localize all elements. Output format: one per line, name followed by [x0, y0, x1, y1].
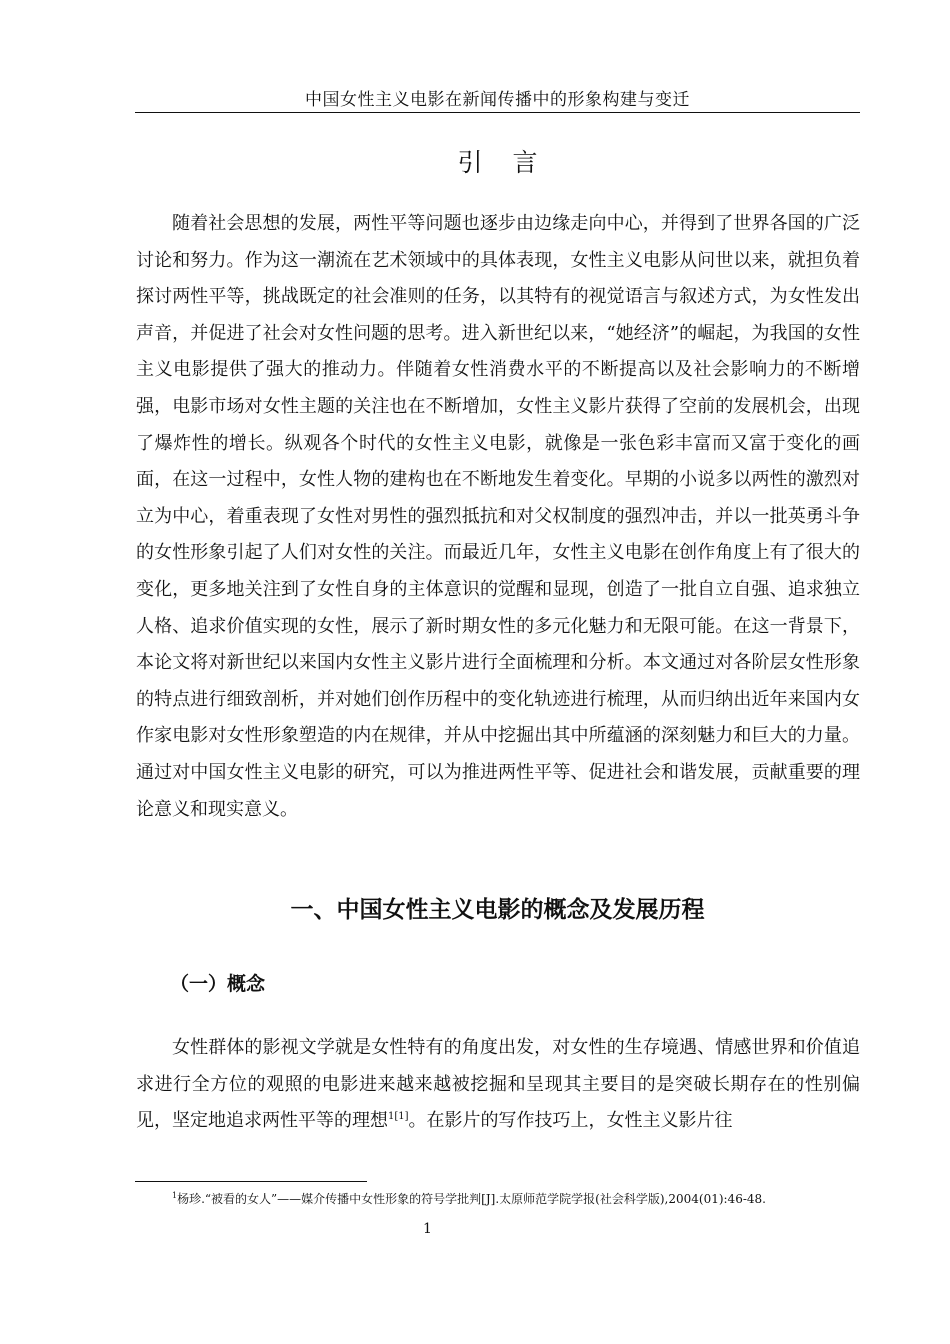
- footnote-rule: [135, 1181, 367, 1182]
- concept-paragraph: [136, 1030, 860, 1140]
- footnote-text: 杨珍.“被看的女人”——媒介传播中女性形象的符号学批判[J].太原师范学院学报(社会科学版),2004(01):46-48.: [177, 1192, 766, 1206]
- section-heading: 一、中国女性主义电影的概念及发展历程: [290, 897, 705, 923]
- concept-text-before-citation: 女性群体的影视文学就是女性特有的角度出发，对女性的生存境遇、情感世界和价值追求进行全方位的观照的电影进来越来越被挖掘和呈现其主要目的是突破长期存在的性别偏见，坚定地追求两性平等的理想: [136, 1037, 860, 1132]
- running-header: 中国女性主义电影在新闻传播中的形象构建与变迁: [305, 90, 690, 110]
- concept-text-after-citation: 。在影片的写作技巧上，女性主义影片往: [408, 1110, 733, 1132]
- intro-title: 引言: [457, 148, 568, 177]
- footnote: [172, 1190, 872, 1208]
- header-rule: [135, 112, 860, 113]
- subsection-heading: （一）概念: [170, 973, 266, 995]
- page-number: 1: [423, 1221, 432, 1237]
- citation-mark: 1[1]: [388, 1111, 409, 1123]
- footnote-marker: 1: [172, 1191, 178, 1200]
- intro-paragraph: 随着社会思想的发展，两性平等问题也逐步由边缘走向中心，并得到了世界各国的广泛讨论和努力。作为这一潮流在艺术领域中的具体表现，女性主义电影从问世以来，就担负着探讨两性平等，挑战既定的社会准则的任务，以其特有的视觉语言与叙述方式，为女性发出声音，并促进了社会对女性问题的思考。进入新世纪以来，“她经济”的崛起，为我国的女性主义电影提供了强大的推动力。伴随着女性消费水平的不断提高以及社会影响力的不断增强，电影市场对女性主题的关注也在不断增加，女性主义影片获得了空前的发展机会，出现了爆炸性的增长。纵观各个时代的女性主义电影，就像是一张色彩丰富而又富于变化的画面，在这一过程中，女性人物的建构也在不断地发生着变化。早期的小说多以两性的激烈对立为中心，着重表现了女性对男性的强烈抵抗和对父权制度的强烈冲击，并以一批英勇斗争的女性形象引起了人们对女性的关注。而最近几年，女性主义电影在创作角度上有了很大的变化，更多地关注到了女性自身的主体意识的觉醒和显现，创造了一批自立自强、追求独立人格、追求价值实现的女性，展示了新时期女性的多元化魅力和无限可能。在这一背景下，本论文将对新世纪以来国内女性主义影片进行全面梳理和分析。本文通过对各阶层女性形象的特点进行细致剖析，并对她们创作历程中的变化轨迹进行梳理，从而归纳出近年来国内女作家电影对女性形象塑造的内在规律，并从中挖掘出其中所蕴涵的深刻魅力和巨大的力量。通过对中国女性主义电影的研究，可以为推进两性平等、促进社会和谐发展，贡献重要的理论意义和现实意义。: [136, 213, 860, 820]
